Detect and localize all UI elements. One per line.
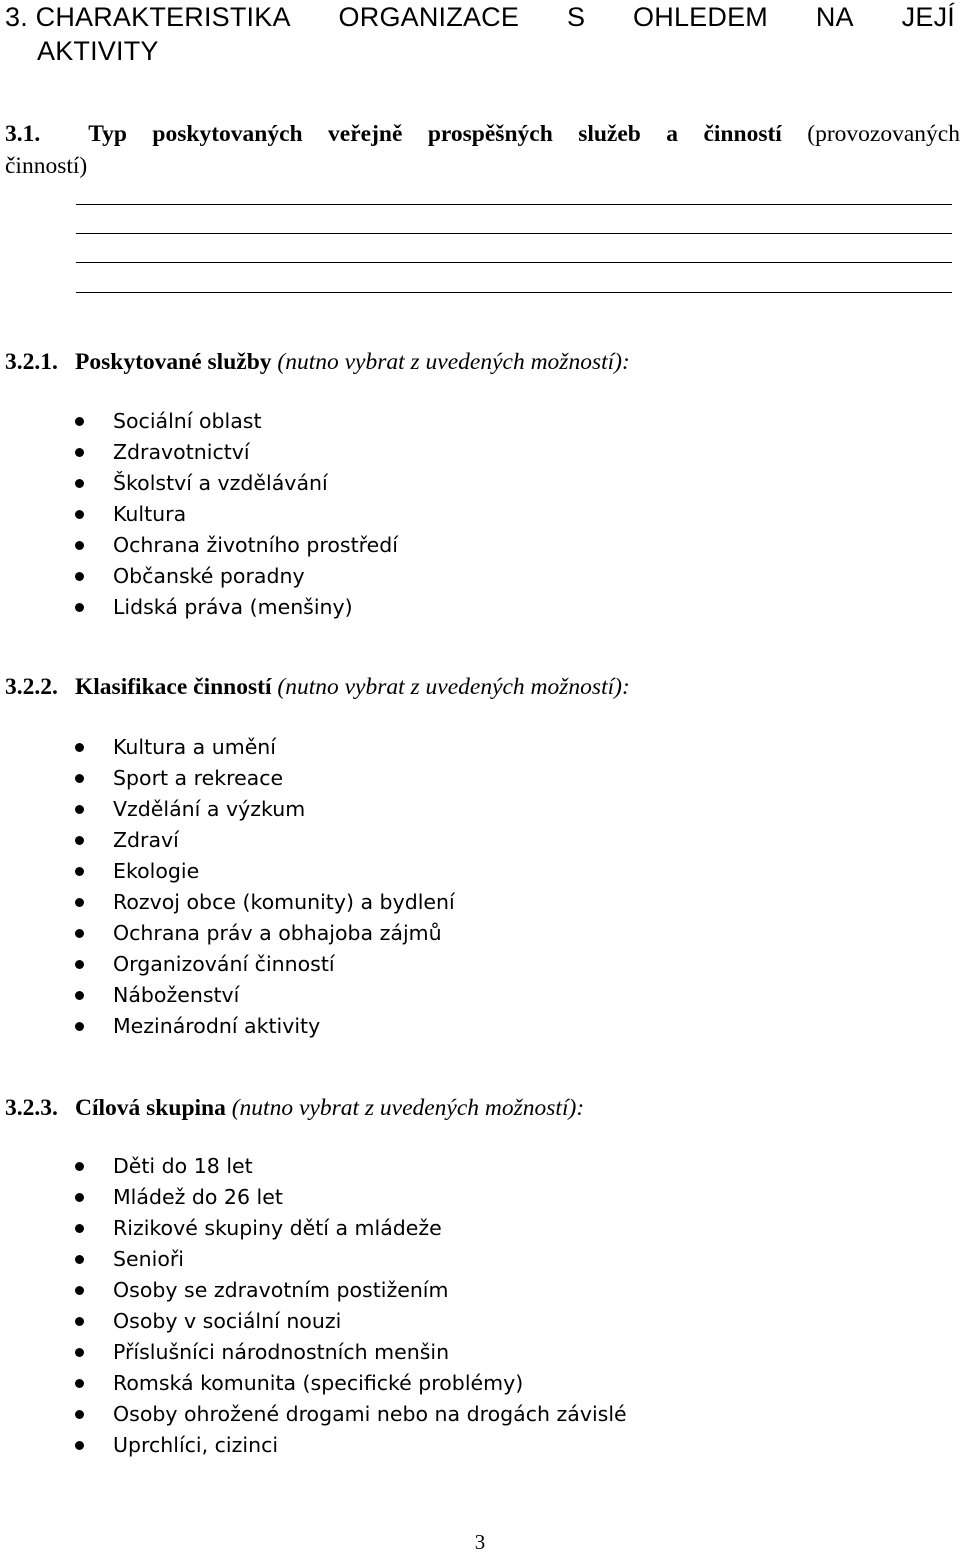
page-number: 3 [474, 1530, 486, 1554]
list-item[interactable]: Mezinárodní aktivity [0, 1011, 455, 1042]
list-item[interactable]: Kultura a umění [0, 732, 455, 763]
bullet-icon [75, 836, 84, 845]
list-item[interactable]: Ochrana životního prostředí [0, 530, 398, 561]
section-note: (nutno vybrat z uvedených možností): [225, 1095, 585, 1121]
section-3-2-2-heading [5, 671, 630, 703]
section-3-2-3-heading [5, 1092, 584, 1124]
bullet-icon [75, 1317, 84, 1326]
list-item[interactable]: Osoby ohrožené drogami nebo na drogách závislé [0, 1399, 627, 1430]
bullet-icon [75, 1193, 84, 1202]
section-title: Klasifikace činností [75, 674, 272, 700]
chapter-number: 3. [5, 2, 28, 32]
chapter-word: ORGANIZACE [338, 2, 520, 32]
list-item[interactable]: Občanské poradny [0, 561, 398, 592]
bullet-icon [75, 1379, 84, 1388]
list-item[interactable]: Ochrana práv a obhajoba zájmů [0, 918, 455, 949]
list-item[interactable]: Osoby se zdravotním postižením [0, 1275, 627, 1306]
list-item[interactable]: Děti do 18 let [0, 1151, 627, 1182]
list-item[interactable]: Sport a rekreace [0, 763, 455, 794]
list-item[interactable]: Kultura [0, 499, 398, 530]
list-item[interactable]: Organizování činností [0, 949, 455, 980]
section-3-1-tail: (provozovaných [807, 121, 960, 147]
chapter-heading-line1 [5, 0, 955, 34]
chapter-heading [5, 0, 955, 68]
section-note: (nutno vybrat z uvedených možností): [271, 674, 630, 700]
answer-line[interactable] [76, 233, 952, 234]
bullet-icon [75, 991, 84, 1000]
bullet-icon [75, 1022, 84, 1031]
bullet-icon [75, 774, 84, 783]
list-item[interactable]: Mládež do 26 let [0, 1182, 627, 1213]
bullet-icon [75, 805, 84, 814]
section-3-2-1-heading [5, 346, 630, 378]
section-title: Poskytované služby [75, 349, 272, 375]
bullet-icon [75, 929, 84, 938]
bullet-icon [75, 1410, 84, 1419]
list-item[interactable]: Vzdělání a výzkum [0, 794, 455, 825]
section-3-1-word: a [666, 121, 679, 147]
chapter-word: OHLEDEM [633, 2, 768, 32]
bullet-icon [75, 510, 84, 519]
list-item[interactable]: Rizikové skupiny dětí a mládeže [0, 1213, 627, 1244]
chapter-heading-number-and-word [5, 0, 291, 34]
bullet-icon [75, 1286, 84, 1295]
bullet-icon [75, 898, 84, 907]
activities-list [0, 732, 455, 1042]
bullet-icon [75, 603, 84, 612]
chapter-word: S [566, 2, 586, 32]
answer-line[interactable] [76, 204, 952, 205]
bullet-icon [75, 448, 84, 457]
bullet-icon [75, 1441, 84, 1450]
section-3-1-word: služeb [578, 121, 641, 147]
section-3-1-word: prospěšných [427, 121, 553, 147]
list-item[interactable]: Školství a vzdělávání [0, 468, 398, 499]
bullet-icon [75, 867, 84, 876]
section-3-1-heading [5, 118, 960, 182]
bullet-icon [75, 743, 84, 752]
bullet-icon [75, 1255, 84, 1264]
section-number: 3.2.1. [5, 349, 58, 375]
section-3-1-word: poskytovaných [152, 121, 303, 147]
answer-line[interactable] [76, 292, 952, 293]
section-number: 3.2.3. [5, 1095, 58, 1121]
section-3-1-word: činností [703, 121, 782, 147]
chapter-word: CHARAKTERISTIKA [35, 2, 291, 32]
bullet-icon [75, 1348, 84, 1357]
list-item[interactable]: Zdraví [0, 825, 455, 856]
list-item[interactable]: Romská komunita (specifické problémy) [0, 1368, 627, 1399]
chapter-word: JEJÍ [901, 2, 955, 32]
list-item[interactable]: Příslušníci národnostních menšin [0, 1337, 627, 1368]
bullet-icon [75, 572, 84, 581]
list-item[interactable]: Uprchlíci, cizinci [0, 1430, 627, 1461]
bullet-icon [75, 1162, 84, 1171]
services-list [0, 406, 398, 623]
bullet-icon [75, 479, 84, 488]
chapter-heading-line2: AKTIVITY [37, 36, 159, 66]
bullet-icon [75, 541, 84, 550]
list-item[interactable]: Sociální oblast [0, 406, 398, 437]
list-item[interactable]: Zdravotnictví [0, 437, 398, 468]
section-3-1-line2: činností) [5, 153, 88, 179]
list-item[interactable]: Osoby v sociální nouzi [0, 1306, 627, 1337]
target-group-list [0, 1151, 627, 1461]
section-title: Cílová skupina [75, 1095, 226, 1121]
list-item[interactable]: Ekologie [0, 856, 455, 887]
list-item[interactable]: Lidská práva (menšiny) [0, 592, 398, 623]
chapter-word: NA [815, 2, 854, 32]
bullet-icon [75, 1224, 84, 1233]
answer-line[interactable] [76, 262, 952, 263]
bullet-icon [75, 960, 84, 969]
section-3-1-word: veřejně [328, 121, 403, 147]
bullet-icon [75, 417, 84, 426]
section-number: 3.2.2. [5, 674, 58, 700]
list-item[interactable]: Náboženství [0, 980, 455, 1011]
list-item[interactable]: Senioři [0, 1244, 627, 1275]
list-item[interactable]: Rozvoj obce (komunity) a bydlení [0, 887, 455, 918]
section-note: (nutno vybrat z uvedených možností): [271, 349, 630, 375]
section-3-1-number: 3.1. Typ [5, 121, 127, 147]
